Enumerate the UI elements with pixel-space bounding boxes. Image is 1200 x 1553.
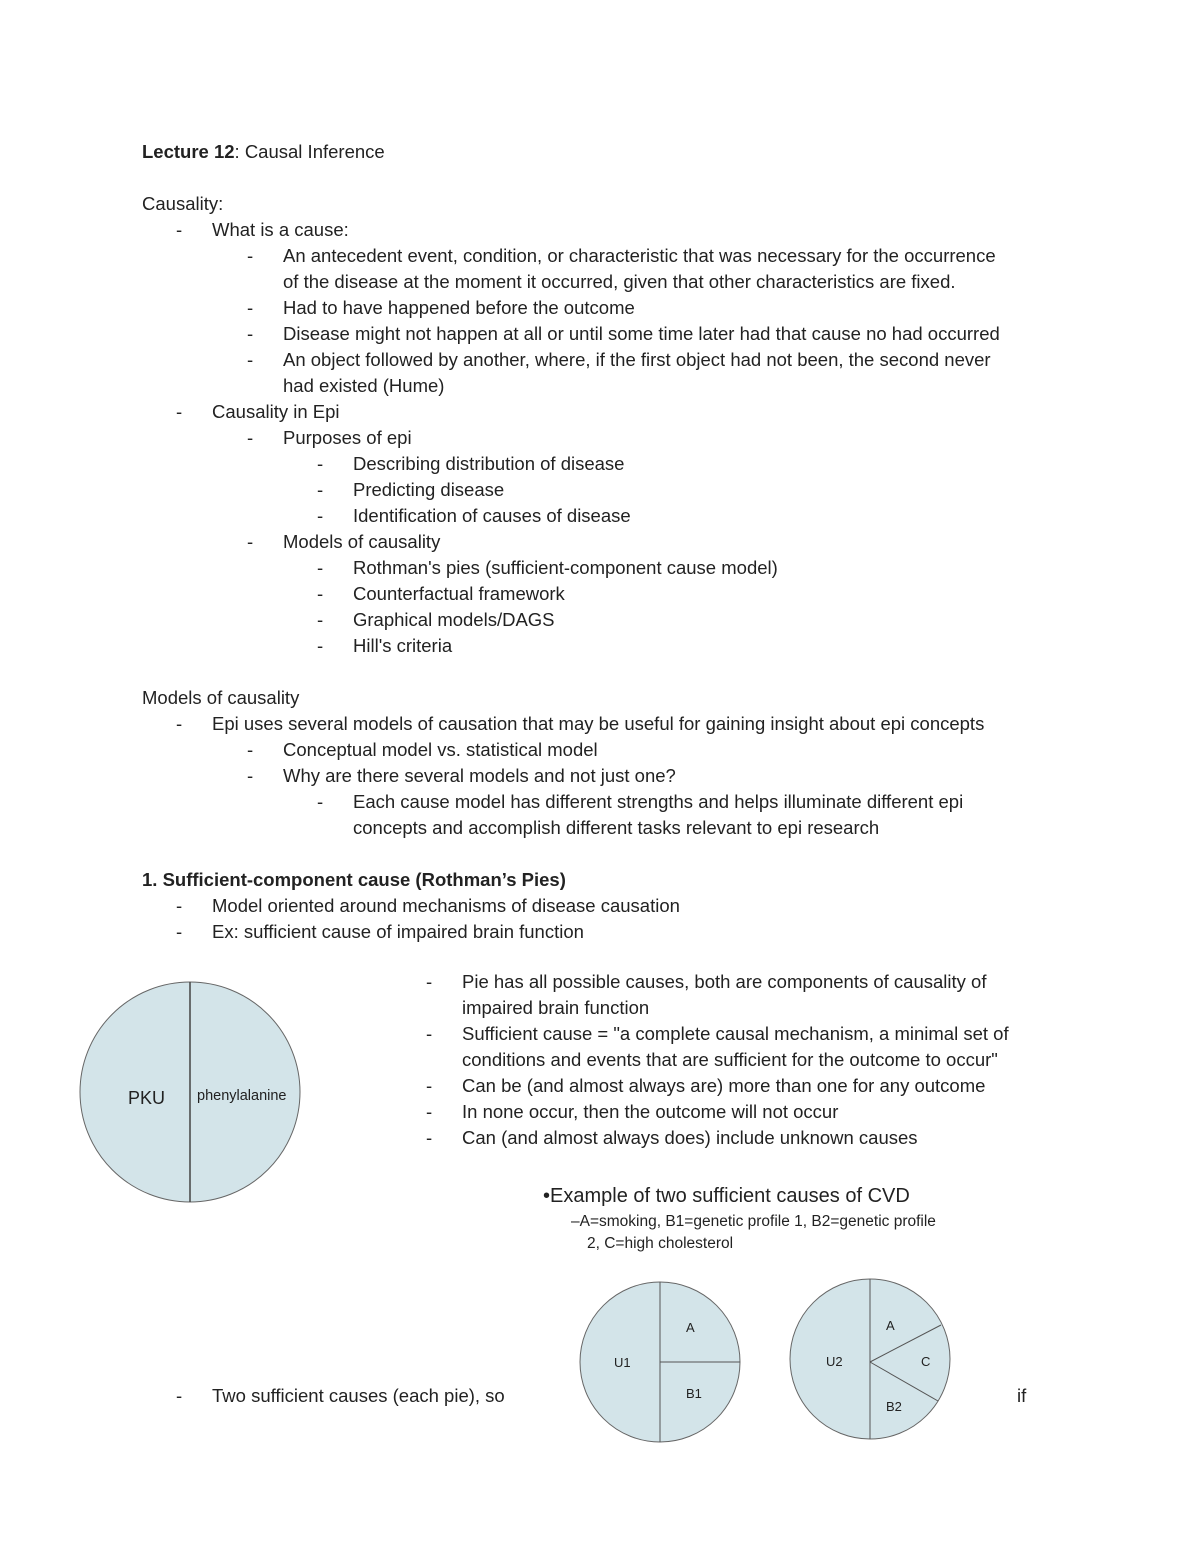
list-item: Counterfactual framework bbox=[353, 583, 565, 604]
list-item-cont: concepts and accomplish different tasks relevant to epi research bbox=[353, 817, 880, 838]
list-item: Pie has all possible causes, both are components of causality of bbox=[462, 971, 987, 992]
b2-label: B2 bbox=[886, 1399, 902, 1414]
bullet-dash: - bbox=[317, 635, 324, 656]
list-item-cont: conditions and events that are sufficient for the outcome to occur" bbox=[462, 1049, 998, 1070]
cvd-example-line: –A=smoking, B1=genetic profile 1, B2=genetic profile bbox=[571, 1213, 936, 1230]
list-item: Had to have happened before the outcome bbox=[283, 297, 635, 318]
cvd-example-line: 2, C=high cholesterol bbox=[587, 1235, 734, 1252]
list-item: Epi uses several models of causation that may be useful for gaining insight about epi concepts bbox=[212, 713, 985, 734]
bullet-dash: - bbox=[176, 713, 183, 734]
bullet-dash: - bbox=[317, 505, 324, 526]
bullet-dash: - bbox=[426, 1075, 433, 1096]
c-label: C bbox=[921, 1354, 931, 1369]
bullet-dash: - bbox=[317, 609, 324, 630]
list-item: Rothman's pies (sufficient-component cause model) bbox=[353, 557, 778, 578]
section-heading-models: Models of causality bbox=[142, 687, 300, 708]
u1-label: U1 bbox=[614, 1355, 631, 1370]
list-item: Conceptual model vs. statistical model bbox=[283, 739, 598, 760]
list-item: Purposes of epi bbox=[283, 427, 412, 448]
list-item: Can (and almost always does) include unknown causes bbox=[462, 1127, 918, 1148]
bullet-dash: - bbox=[317, 479, 324, 500]
cvd-pie-1 bbox=[578, 1280, 744, 1446]
a-label: A bbox=[686, 1320, 695, 1335]
bullet-dash: - bbox=[176, 1385, 183, 1406]
bullet-dash: - bbox=[317, 583, 324, 604]
u2-label: U2 bbox=[826, 1354, 843, 1369]
bullet-dash: - bbox=[247, 739, 254, 760]
list-item: Sufficient cause = "a complete causal mechanism, a minimal set of bbox=[462, 1023, 1009, 1044]
list-item: Each cause model has different strengths and helps illuminate different epi bbox=[353, 791, 964, 812]
list-item: Predicting disease bbox=[353, 479, 505, 500]
bullet-dash: - bbox=[247, 323, 254, 344]
list-item-cont: of the disease at the moment it occurred, given that other characteristics are fixed. bbox=[283, 271, 956, 292]
bullet-dash: - bbox=[317, 453, 324, 474]
list-item-tail: if bbox=[1017, 1385, 1027, 1406]
list-item: An object followed by another, where, if the first object had not been, the second never bbox=[283, 349, 991, 370]
cvd-example-title: •Example of two sufficient causes of CVD bbox=[543, 1185, 910, 1207]
pku-pie-diagram bbox=[78, 980, 304, 1206]
section-heading-causality: Causality: bbox=[142, 193, 224, 214]
bullet-dash: - bbox=[176, 401, 183, 422]
list-item-cont: had existed (Hume) bbox=[283, 375, 445, 396]
list-item: Two sufficient causes (each pie), so bbox=[212, 1385, 505, 1406]
bullet-dash: - bbox=[426, 1023, 433, 1044]
list-item-cont: impaired brain function bbox=[462, 997, 650, 1018]
list-item: Models of causality bbox=[283, 531, 441, 552]
bullet-dash: - bbox=[426, 1101, 433, 1122]
bullet-dash: - bbox=[317, 791, 324, 812]
list-item: Hill's criteria bbox=[353, 635, 453, 656]
list-item: An antecedent event, condition, or characteristic that was necessary for the occurrence bbox=[283, 245, 996, 266]
section-heading-sufficient: 1. Sufficient-component cause (Rothman’s Pies) bbox=[142, 869, 566, 890]
bullet-dash: - bbox=[176, 921, 183, 942]
bullet-dash: - bbox=[247, 245, 254, 266]
list-item: Ex: sufficient cause of impaired brain function bbox=[212, 921, 584, 942]
bullet-dash: - bbox=[317, 557, 324, 578]
list-item: Can be (and almost always are) more than one for any outcome bbox=[462, 1075, 986, 1096]
bullet-dash: - bbox=[247, 427, 254, 448]
list-item: What is a cause: bbox=[212, 219, 349, 240]
a-label: A bbox=[886, 1318, 895, 1333]
bullet-dash: - bbox=[176, 895, 183, 916]
bullet-dash: - bbox=[247, 297, 254, 318]
bullet-dash: - bbox=[247, 765, 254, 786]
list-item: Model oriented around mechanisms of disease causation bbox=[212, 895, 680, 916]
list-item: Disease might not happen at all or until some time later had that cause no had occurred bbox=[283, 323, 1000, 344]
cvd-pie-2 bbox=[788, 1277, 954, 1443]
pku-label: PKU bbox=[128, 1088, 166, 1108]
bullet-dash: - bbox=[176, 219, 183, 240]
list-item: Identification of causes of disease bbox=[353, 505, 631, 526]
phenylalanine-label: phenylalanine bbox=[197, 1088, 287, 1104]
b1-label: B1 bbox=[686, 1386, 702, 1401]
list-item: In none occur, then the outcome will not occur bbox=[462, 1101, 839, 1122]
list-item: Describing distribution of disease bbox=[353, 453, 625, 474]
list-item: Graphical models/DAGS bbox=[353, 609, 555, 630]
bullet-dash: - bbox=[426, 1127, 433, 1148]
bullet-dash: - bbox=[426, 971, 433, 992]
bullet-dash: - bbox=[247, 349, 254, 370]
list-item: Why are there several models and not just one? bbox=[283, 765, 676, 786]
bullet-dash: - bbox=[247, 531, 254, 552]
list-item: Causality in Epi bbox=[212, 401, 340, 422]
page-title: Lecture 12: Causal Inference bbox=[142, 141, 385, 162]
